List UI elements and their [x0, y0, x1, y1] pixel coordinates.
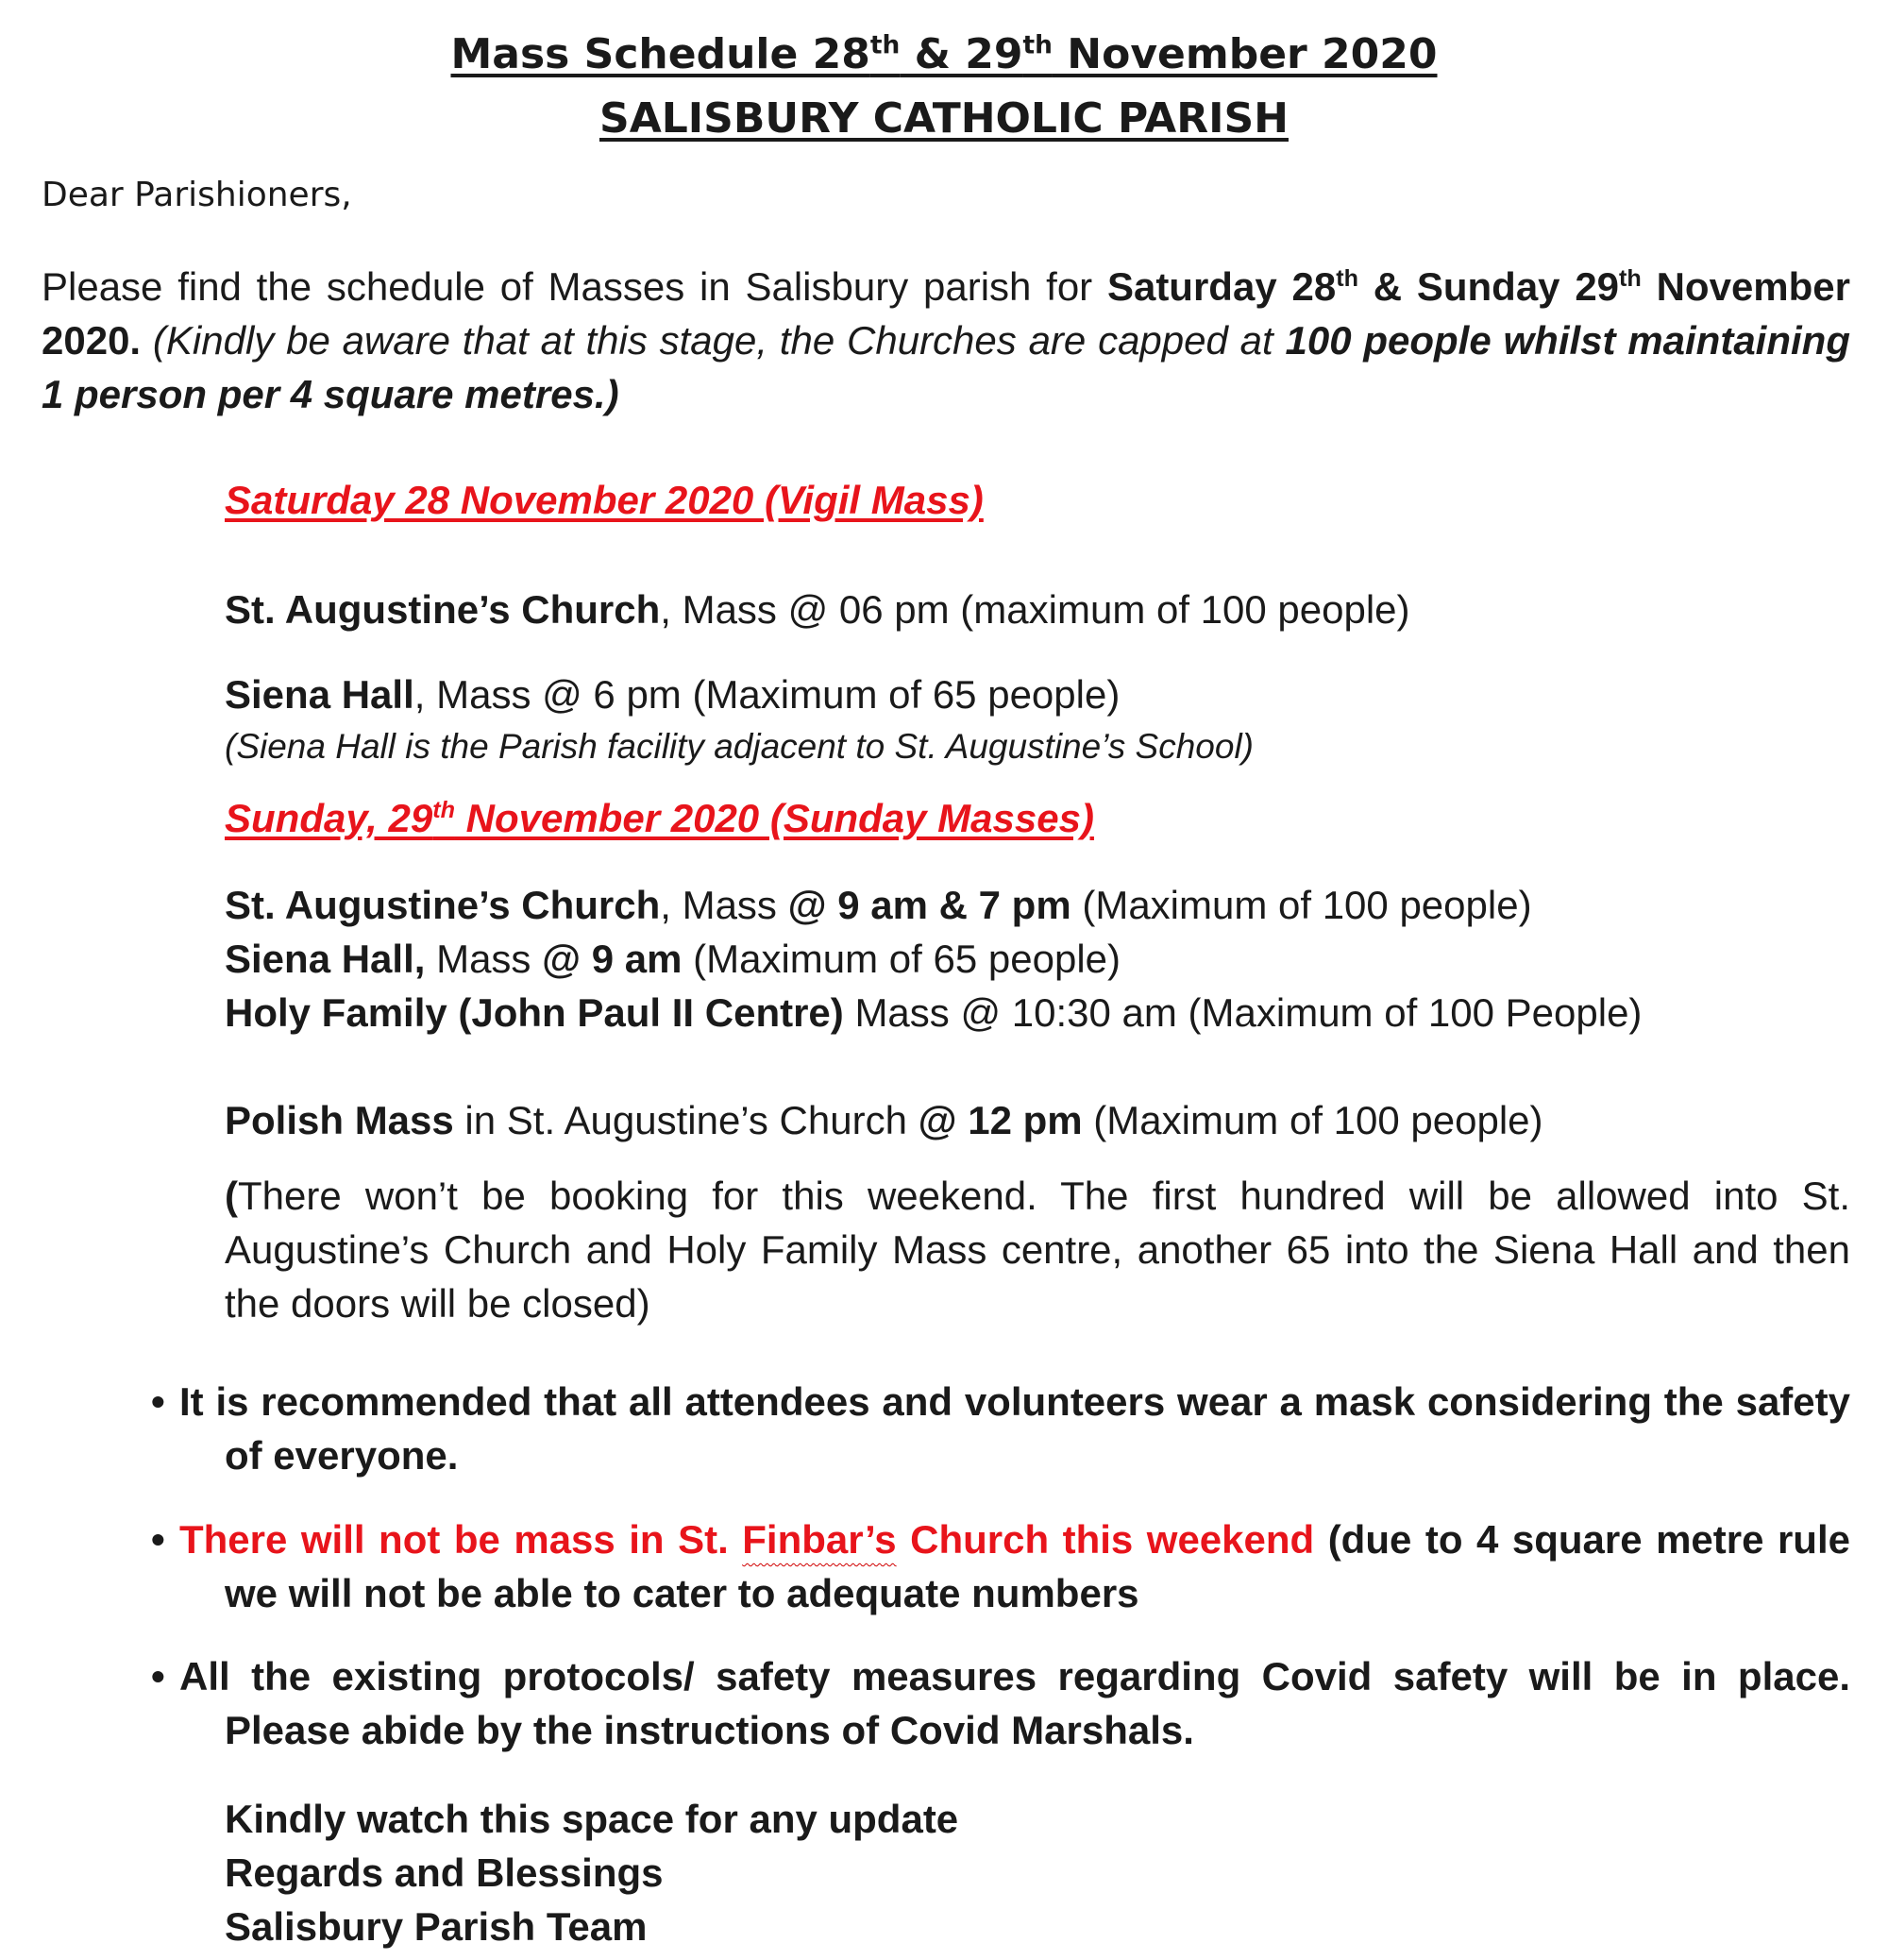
sunday-item-siena-hall [225, 932, 1121, 986]
intro-date: Saturday 28 [1106, 264, 1337, 309]
closing-line-1: Kindly watch this space for any update [225, 1797, 959, 1841]
intro-sup: th [1336, 265, 1358, 292]
bullet-icon: • [151, 1654, 165, 1698]
bullet-text: All the existing protocols/ safety measures regarding Covid safety will be in place. Please abide by the instructions of Covid Marshals. [179, 1654, 1850, 1752]
saturday-item-st-augustine [225, 583, 1410, 636]
intro-sup: th [1619, 265, 1642, 292]
venue-name: Siena Hall [225, 672, 414, 717]
intro-text: Please find the schedule of Masses in Salisbury parish for [42, 264, 1107, 309]
notice-red: There will not be mass in St. [179, 1517, 743, 1562]
mass-details: , Mass @ 6 pm (Maximum of 65 people) [413, 672, 1121, 717]
mass-details: (Maximum of 65 people) [682, 937, 1121, 981]
bullet-text: It is recommended that all attendees and volunteers wear a mask considering the safety of everyone. [179, 1379, 1850, 1478]
mass-time: @ 9 am & 7 pm [787, 883, 1071, 927]
document-title [0, 23, 1888, 87]
mass-time: @ 12 pm [918, 1098, 1083, 1142]
greeting: Dear Parishioners, [42, 176, 352, 214]
mass-details: , Mass @ 06 pm (maximum of 100 people) [660, 587, 1410, 632]
note-text: There won’t be booking for this weekend. The first hundred will be allowed into St. Augustine’s Church and Holy Family Mass centre, another 65 into the Siena Hall and then the doors will be closed) [225, 1174, 1850, 1326]
title-text: Mass Schedule 28 [450, 30, 870, 78]
intro-date: & Sunday 29 [1357, 264, 1620, 309]
heading-text: November 2020 (Sunday Masses) [454, 796, 1094, 840]
intro-note: (Kindly be aware that at this stage, the Churches are capped at [141, 318, 1286, 363]
notice-red: Church this weekend [896, 1517, 1315, 1562]
bullet-icon: • [151, 1517, 165, 1562]
sunday-heading [225, 796, 1094, 841]
title-sup: th [1022, 30, 1053, 60]
mass-details: in St. Augustine’s Church [453, 1098, 919, 1142]
saturday-heading: Saturday 28 November 2020 (Vigil Mass) [225, 478, 984, 522]
title-text: November 2020 [1052, 30, 1438, 78]
sunday-item-polish-mass [225, 1093, 1543, 1147]
bullet-icon: • [151, 1379, 165, 1424]
venue-name: Holy Family (John Paul II Centre) [225, 990, 844, 1035]
intro-capacity: 100 people whilst maintaining 1 person per 4 square metres.) [42, 318, 1850, 416]
bullet-protocols [151, 1649, 1850, 1757]
venue-name: Siena Hall, [225, 937, 426, 981]
notice-red-spellcheck: Finbar’s [742, 1517, 897, 1562]
booking-note [225, 1169, 1850, 1330]
bullet-st-finbar [151, 1512, 1850, 1620]
title-sup: th [869, 30, 901, 60]
siena-hall-note: (Siena Hall is the Parish facility adjacent to St. Augustine’s School) [225, 727, 1255, 766]
note-paren: ( [225, 1174, 238, 1218]
mass-details: (Maximum of 100 people) [1070, 883, 1532, 927]
heading-text: Sunday, 29 [225, 796, 433, 840]
mass-details: Mass @ 10:30 am (Maximum of 100 People) [843, 990, 1643, 1035]
mass-details: (Maximum of 100 people) [1082, 1098, 1543, 1142]
sunday-item-st-augustine [225, 878, 1532, 932]
title-text: & 29 [900, 30, 1023, 78]
sunday-item-holy-family [225, 986, 1850, 1039]
venue-name: St. Augustine’s Church [225, 883, 661, 927]
bullet-text [151, 1512, 1850, 1620]
bullet-mask [151, 1375, 1850, 1482]
closing-line-3: Salisbury Parish Team [225, 1904, 648, 1949]
intro-date: November 2020. [42, 264, 1851, 363]
mass-time: @ 9 am [542, 937, 683, 981]
intro-paragraph [42, 260, 1850, 421]
parish-name: SALISBURY CATHOLIC PARISH [599, 94, 1289, 143]
mass-details: Mass [425, 937, 543, 981]
venue-name: Polish Mass [225, 1098, 454, 1142]
notice-reason: (due to 4 square metre rule we will not be able to cater to adequate numbers [225, 1517, 1850, 1615]
venue-name: St. Augustine’s Church [225, 587, 661, 632]
saturday-item-siena-hall [225, 667, 1120, 721]
closing-line-2: Regards and Blessings [225, 1850, 664, 1895]
heading-sup: th [432, 797, 455, 823]
mass-details: , Mass [660, 883, 788, 927]
